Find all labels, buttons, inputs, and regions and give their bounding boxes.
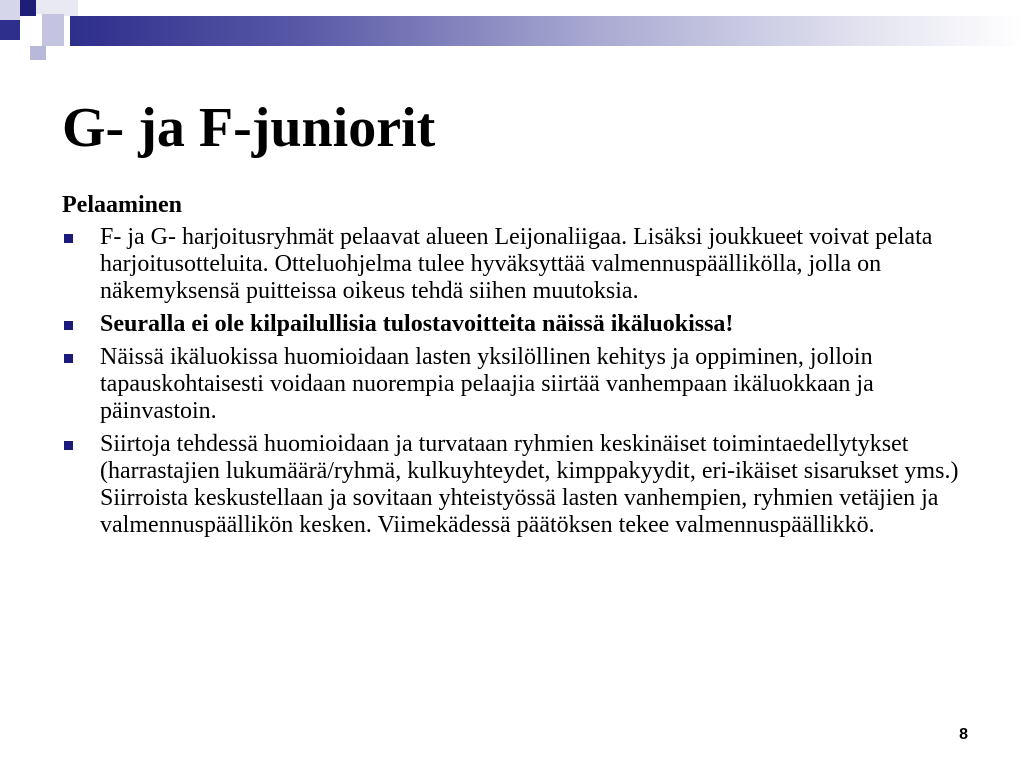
bullet-text: F- ja G- harjoitusryhmät pelaavat alueen Leijonaliigaa. Lisäksi joukkueet voivat pelata harjoitusotteluita. Otteluohjelma tulee hyväksyttää valmennuspäällikölla, jolla on näkemyksensä puitteissa oikeus tehdä siihen muutoksia. xyxy=(100,224,933,304)
section-heading: Pelaaminen xyxy=(62,192,182,218)
bullet-item xyxy=(62,344,982,425)
square-bullet-icon xyxy=(64,234,73,243)
bullet-text: Seuralla ei ole kilpailullisia tulostavoitteita näissä ikäluokissa! xyxy=(100,311,734,337)
decor-square xyxy=(42,14,64,46)
bullet-item xyxy=(62,311,982,338)
square-bullet-icon xyxy=(64,321,73,330)
decor-square xyxy=(64,0,78,16)
decor-square xyxy=(30,46,46,60)
slide-title: G- ja F-juniorit xyxy=(62,97,436,159)
bullet-list xyxy=(62,224,982,539)
bullet-text: Näissä ikäluokissa huomioidaan lasten yksilöllinen kehitys ja oppiminen, jolloin tapauskohtaisesti voidaan nuorempia pelaajia siirtää vanhempaan ikäluokkaan ja päinvastoin. xyxy=(100,344,874,424)
square-bullet-icon xyxy=(64,441,73,450)
square-bullet-icon xyxy=(64,354,73,363)
decor-square xyxy=(0,0,20,20)
bullet-text: Siirtoja tehdessä huomioidaan ja turvataan ryhmien keskinäiset toimintaedellytykset (harrastajien lukumäärä/ryhmä, kulkuyhteydet, kimppakyydit, eri-ikäiset sisarukset yms.) Siirroista keskustellaan ja sovitaan yhteistyössä lasten vanhempien, ryhmien vetäjien ja valmennuspäällikön kesken. Viimekädessä päätöksen tekee valmennuspäällikkö. xyxy=(100,431,959,538)
slide-content xyxy=(62,190,982,545)
decor-square xyxy=(36,0,64,14)
bullet-item xyxy=(62,431,982,539)
bullet-item xyxy=(62,224,982,305)
decor-square xyxy=(20,16,42,46)
header-gradient-band xyxy=(70,16,1024,46)
decor-square xyxy=(0,20,20,40)
page-number: 8 xyxy=(959,726,968,743)
decor-square xyxy=(20,0,36,16)
